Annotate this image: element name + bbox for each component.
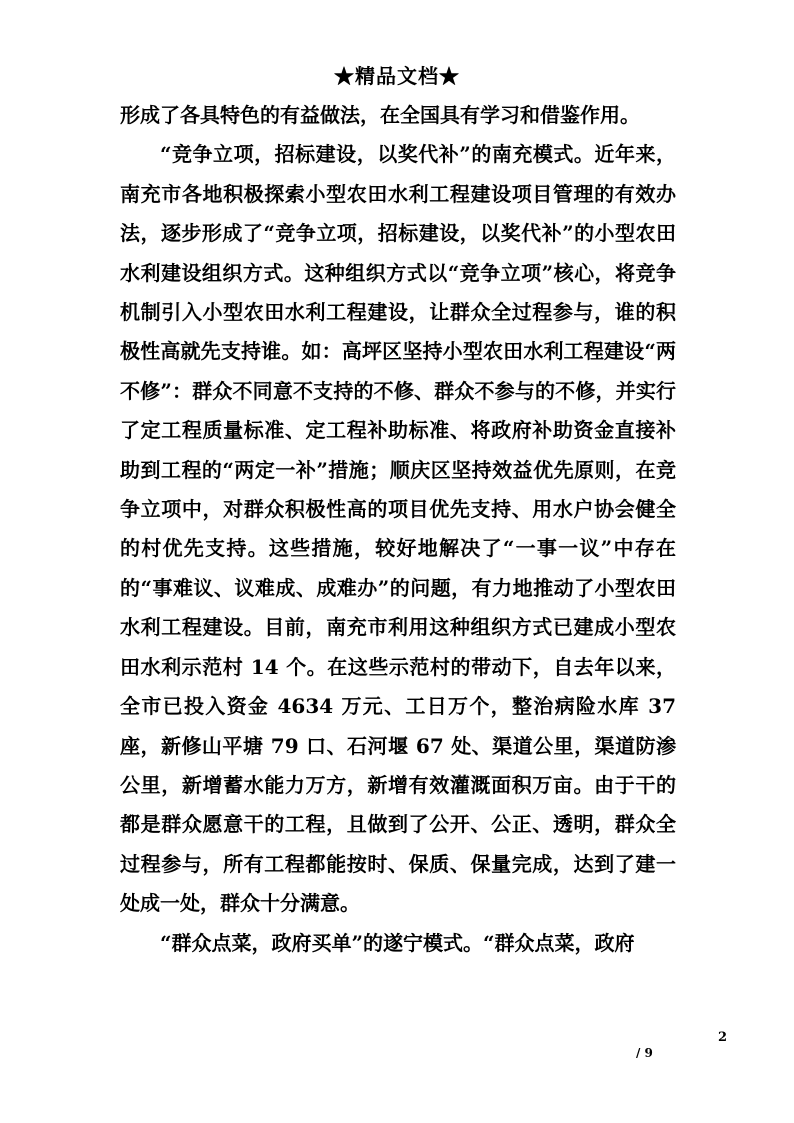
paragraph-nanchong-model: “竞争立项，招标建设，以奖代补”的南充模式。近年来，南充市各地积极探索小型农田水利工程建设项目管理的有效办法，逐步形成了“竞争立项，招标建设，以奖代补”的小型农田水利建设组织方式。这种组织方式以“竞争立项”核心，将竞争机制引入小型农田水利工程建设，让群众全过程参与，谁的积极性高就先支持谁。如：高坪区坚持小型农田水利工程建设“两不修”：群众不同意不支持的不修、群众不参与的不修，并实行了定工程质量标准、定工程补助标准、将政府补助资金直接补助到工程的“两定一补”措施；顺庆区坚持效益优先原则，在竞争立项中，对群众积极性高的项目优先支持、用水户协会健全的村优先支持。这些措施，较好地解决了“一事一议”中存在的“事难议、议难成、成难办”的问题，有力地推动了小型农田水利工程建设。目前，南充市利用这种组织方式已建成小型农田水利示范村 14 个。在这些示范村的带动下，自去年以来，全市已投入资金 4634 万元、工日万个，整治病险水库 37 座，新修山平塘 79 口、石河堰 67 处、渠道公里，渠道防渗公里，新增蓄水能力万方，新增有效灌溉面积万亩。由于干的都是群众愿意干的工程，且做到了公开、公正、透明，群众全过程参与，所有工程都能按时、保质、保量完成，达到了建一处成一处，群众十分满意。 — [120, 142, 676, 916]
page-number: 2 — [718, 1030, 728, 1045]
document-body — [120, 96, 676, 963]
page-total: / 9 — [636, 1046, 653, 1060]
paragraph-suining-model: “群众点菜，政府买单”的遂宁模式。“群众点菜，政府 — [160, 930, 635, 955]
document-header-title: ★精品文档★ — [334, 64, 460, 88]
paragraph-continuation: 形成了各具特色的有益做法，在全国具有学习和借鉴作用。 — [120, 103, 640, 127]
